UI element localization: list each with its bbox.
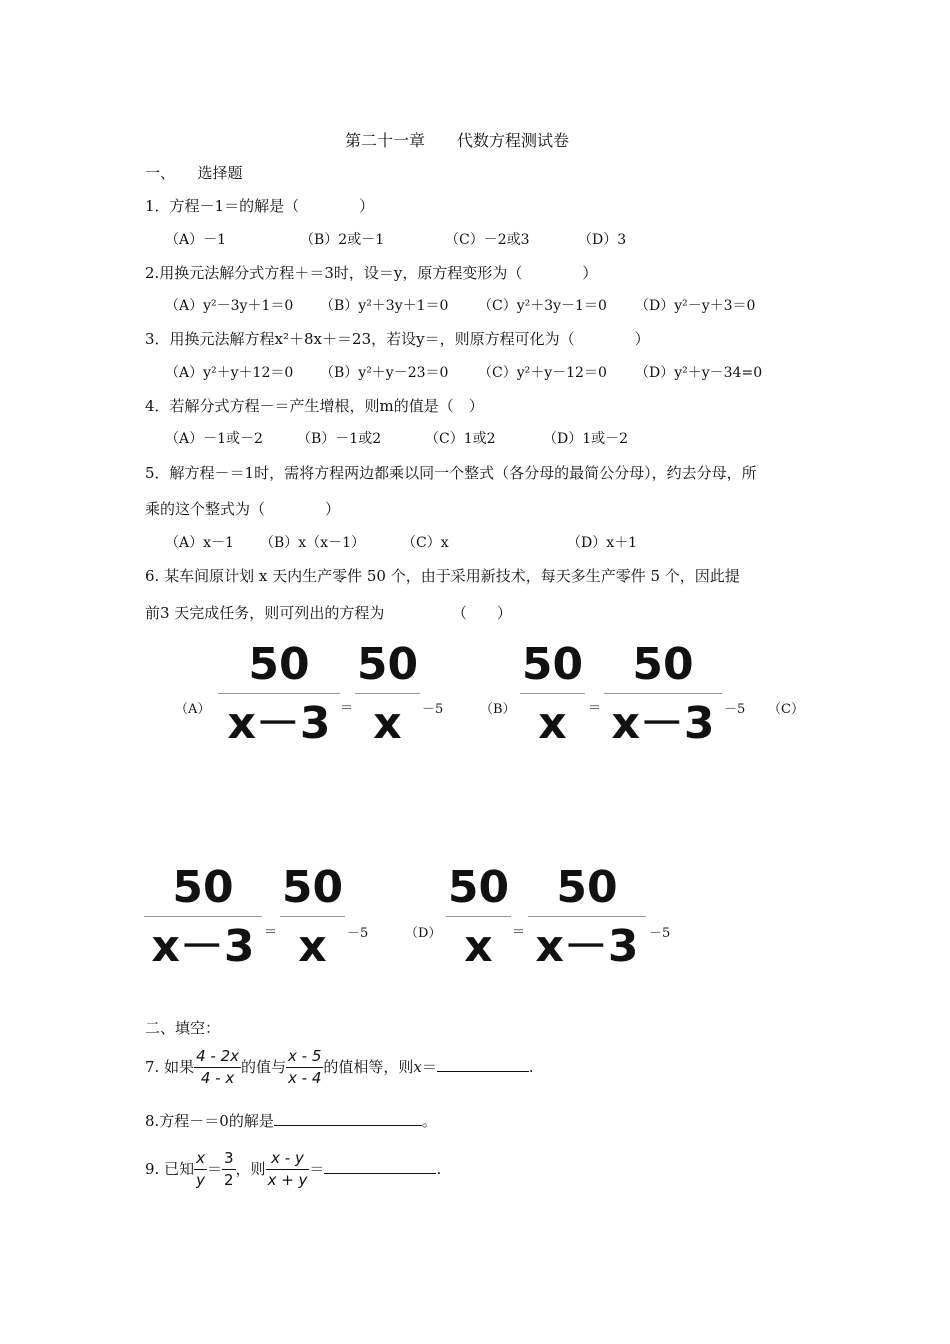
q7-fraction-1-denominator: 4 - x: [200, 1069, 235, 1088]
q1-option-b: （B）2或－1: [300, 232, 385, 248]
q7-fraction-2-numerator: x - 5: [286, 1048, 323, 1068]
q6-b-equals: ＝: [588, 701, 602, 716]
q6-option-d-label: （D）: [405, 926, 442, 941]
q6-c-minus-five: －5: [347, 926, 369, 941]
q8-answer-blank[interactable]: [274, 1111, 422, 1126]
q8-text: 8.方程－＝0的解是: [145, 1112, 274, 1130]
q7-prefix: 7. 如果: [145, 1057, 195, 1076]
q6-d-right-denominator: x－3: [535, 921, 639, 972]
q6-a-equals: ＝: [340, 701, 354, 716]
q2-option-c: （C）y²＋3y－1＝0: [478, 298, 607, 314]
q3-option-a: （A）y²＋y＋12＝0: [165, 365, 294, 381]
q3-option-b: （B）y²＋y－23＝0: [320, 365, 449, 381]
q6-a-fraction-left: [218, 639, 340, 749]
q7-mid: 的值与: [241, 1057, 287, 1076]
q6-c-right-denominator: x: [298, 921, 327, 972]
q6-option-c-label: （C）: [768, 702, 804, 717]
q7-suffix: 的值相等，则: [323, 1057, 414, 1076]
q3-option-c: （C）y²＋y－12＝0: [478, 365, 607, 381]
q2-option-a: （A）y²－3y＋1＝0: [165, 298, 294, 314]
q2-option-d: （D）y²－y＋3＝0: [635, 298, 756, 314]
q9-fraction-1-denominator: y: [196, 1171, 205, 1190]
q2-option-b: （B）y²＋3y＋1＝0: [320, 298, 449, 314]
q7-fraction-1-numerator: 4 - 2x: [194, 1048, 241, 1068]
q6-b-fraction-left: [520, 639, 585, 749]
q6-b-left-numerator: 50: [520, 643, 585, 694]
q6-c-right-numerator: 50: [280, 866, 345, 917]
q3-option-d: （D）y²＋y－34=0: [635, 365, 763, 381]
q5-option-a: （A）x－1: [165, 535, 234, 551]
q9-prefix: 9. 已知: [145, 1159, 195, 1178]
q9-fraction-2: [222, 1150, 236, 1190]
q4-option-c: （C）1或2: [425, 431, 496, 447]
q9-fraction-2-numerator: 3: [222, 1150, 236, 1170]
q9-fraction-1: [194, 1150, 207, 1190]
q6-option-b-label: （B）: [480, 702, 516, 717]
q6-d-equals: ＝: [512, 925, 526, 940]
q9-fraction-3: [266, 1150, 310, 1190]
q6-b-minus-five: －5: [724, 702, 746, 717]
q6-a-right-numerator: 50: [355, 643, 420, 694]
q6-c-fraction-left: [144, 862, 262, 972]
question-1: 1．方程－1＝的解是（ ）: [145, 197, 375, 215]
q9-fraction-3-denominator: x + y: [267, 1171, 308, 1190]
q9-equals: ＝: [206, 1159, 222, 1178]
q9-equals-2: ＝: [309, 1159, 325, 1178]
q6-c-fraction-right: [280, 862, 345, 972]
question-5-line-2: 乘的这个整式为（ ）: [145, 500, 341, 518]
question-9: [145, 1150, 441, 1190]
q9-fraction-2-denominator: 2: [224, 1171, 234, 1190]
q4-option-a: （A）－1或－2: [165, 431, 263, 447]
section-fill-heading: 二、填空：: [145, 1019, 221, 1037]
q6-d-right-numerator: 50: [528, 866, 646, 917]
q7-variable: x: [413, 1057, 422, 1076]
q8-end: 。: [421, 1112, 437, 1130]
q5-option-b: （B）x（x－1）: [260, 535, 365, 551]
question-4: 4．若解分式方程－＝产生增根，则m的值是（ ）: [145, 397, 484, 415]
q6-b-right-denominator: x－3: [611, 698, 715, 749]
question-3: 3．用换元法解方程x²＋8x＋＝23，若设y＝，则原方程可化为（ ）: [145, 330, 650, 348]
q6-b-fraction-right: [604, 639, 722, 749]
q6-d-minus-five: －5: [649, 926, 671, 941]
section-choice-heading: 一、 选择题: [145, 164, 243, 182]
question-6-line-2: 前3 天完成任务，则可列出的方程为 （ ）: [145, 604, 512, 622]
q1-option-a: （A）－1: [165, 232, 227, 248]
q9-answer-blank[interactable]: [324, 1159, 436, 1174]
q6-b-left-denominator: x: [538, 698, 567, 749]
q6-a-minus-five: －5: [422, 702, 444, 717]
q6-d-fraction-left: [446, 862, 511, 972]
q1-option-d: （D）3: [578, 232, 627, 248]
q9-fraction-3-numerator: x - y: [266, 1150, 310, 1170]
q1-option-c: （C）－2或3: [445, 232, 530, 248]
q6-c-left-numerator: 50: [144, 866, 262, 917]
question-2: 2.用换元法解分式方程＋＝3时，设＝y，原方程变形为（ ）: [145, 264, 598, 282]
q9-mid: ，则: [235, 1159, 266, 1178]
q6-a-fraction-right: [355, 639, 420, 749]
q5-option-d: （D）x＋1: [567, 535, 638, 551]
q7-answer-blank[interactable]: [437, 1057, 529, 1072]
q6-d-left-numerator: 50: [446, 866, 511, 917]
q7-fraction-2: [286, 1048, 323, 1088]
q6-a-left-denominator: x－3: [227, 698, 331, 749]
q6-option-a-label: （A）: [175, 702, 211, 717]
q7-equals: ＝: [421, 1057, 437, 1076]
q4-option-b: （B）－1或2: [297, 431, 382, 447]
q9-end: .: [436, 1159, 442, 1178]
q6-a-right-denominator: x: [373, 698, 402, 749]
page-title: 第二十一章 代数方程测试卷: [345, 131, 570, 150]
q9-fraction-1-numerator: x: [194, 1150, 207, 1170]
question-6-line-1: 6. 某车间原计划 x 天内生产零件 50 个，由于采用新技术，每天多生产零件 5 个，因此提: [145, 567, 740, 585]
q6-a-left-numerator: 50: [218, 643, 340, 694]
question-8: [145, 1110, 437, 1131]
q6-d-left-denominator: x: [464, 921, 493, 972]
q6-b-right-numerator: 50: [604, 643, 722, 694]
question-5-line-1: 5．解方程－＝1时，需将方程两边都乘以同一个整式（各分母的最简公分母），约去分母，所: [145, 464, 757, 482]
q5-option-c: （C）x: [402, 535, 449, 551]
q6-c-equals: ＝: [264, 925, 278, 940]
q6-c-left-denominator: x－3: [151, 921, 255, 972]
q7-fraction-2-denominator: x - 4: [288, 1069, 322, 1088]
q7-end: .: [528, 1057, 534, 1076]
q7-fraction-1: [194, 1048, 241, 1088]
q4-option-d: （D）1或－2: [543, 431, 629, 447]
q6-d-fraction-right: [528, 862, 646, 972]
question-7: [145, 1048, 534, 1088]
